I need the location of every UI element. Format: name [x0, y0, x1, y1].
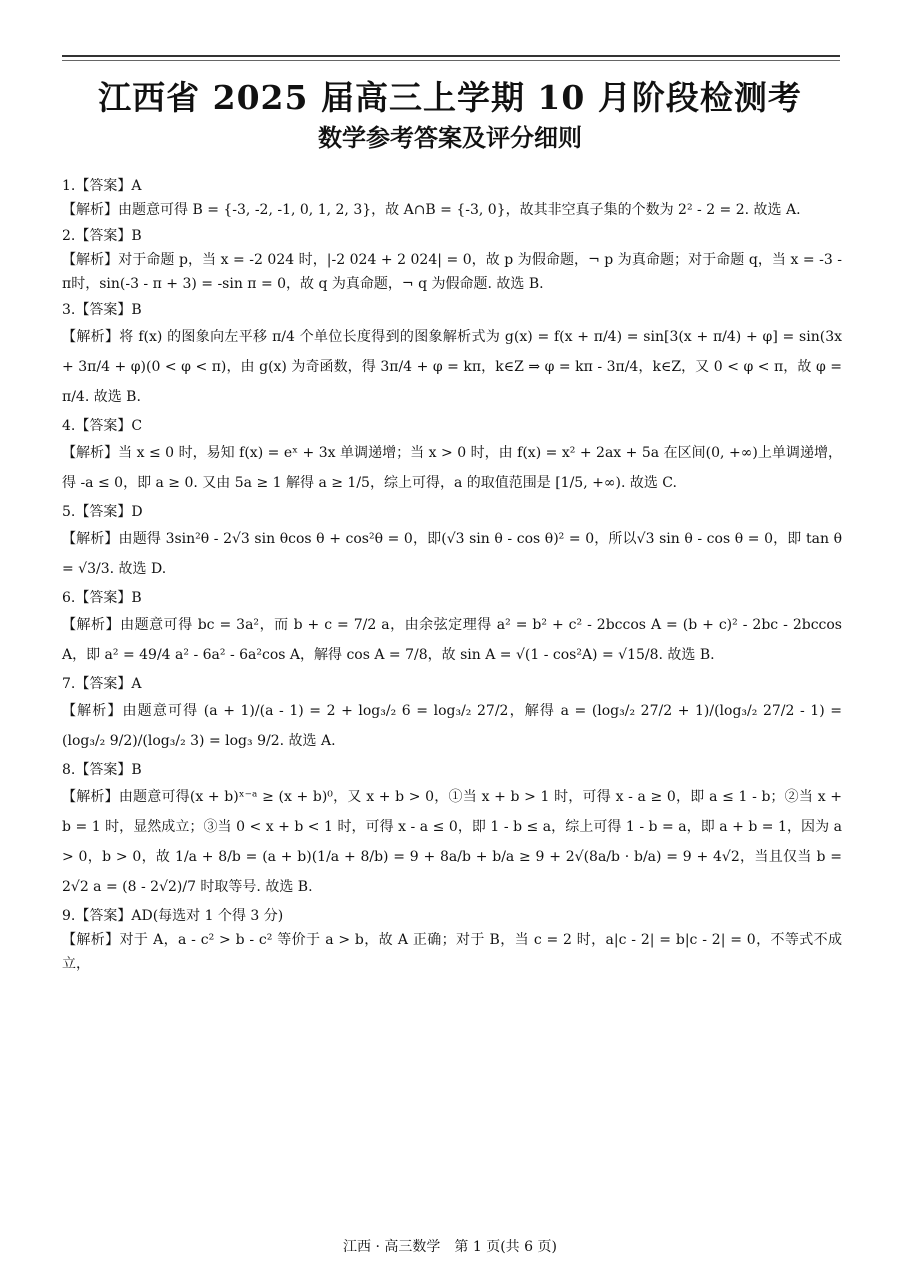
question-4 — [62, 414, 842, 498]
question-8 — [62, 758, 842, 902]
explanation-text: 【解析】对于命题 p，当 x = -2 024 时，|-2 024 + 2 024| = 0，故 p 为假命题，¬ p 为真命题；对于命题 q，当 x = -3 - π时，sin(-3 - π + 3) = -sin π = 0，故 q 为真命题，¬ q 为假命题. 故选 B. — [62, 252, 842, 292]
answer-list — [62, 174, 842, 978]
answer-line: 5.【答案】D — [62, 504, 143, 520]
explanation-text: 【解析】将 f(x) 的图象向左平移 π/4 个单位长度得到的图象解析式为 g(x) = f(x + π/4) = sin[3(x + π/4) + φ] = sin(3x + 3π/4 + φ)(0 < φ < π)，由 g(x) 为奇函数，得 3π/4 + φ = kπ，k∈Z ⇒ φ = kπ - 3π/4，k∈Z，又 0 < φ < π，故 φ = π/4. 故选 B. — [62, 329, 842, 405]
header-rule — [62, 55, 840, 57]
explanation-text: 【解析】由题意可得 bc = 3a²，而 b + c = 7/2 a，由余弦定理得 a² = b² + c² - 2bccos A = (b + c)² - 2bc - 2bccos A，即 a² = 49/4 a² - 6a² - 6a²cos A，解得 cos A = 7/8，故 sin A = √(1 - cos²A) = √15/8. 故选 B. — [62, 617, 842, 663]
page-footer: 江西 · 高三数学 第 1 页(共 6 页) — [343, 1239, 557, 1255]
answer-line: 6.【答案】B — [62, 590, 142, 606]
answer-line: 8.【答案】B — [62, 762, 142, 778]
question-6 — [62, 586, 842, 670]
answer-line: 4.【答案】C — [62, 418, 143, 434]
page-title: 江西省 2025 届高三上学期 10 月阶段检测考 — [98, 78, 802, 117]
header-rule-thin — [62, 60, 840, 61]
explanation-text: 【解析】对于 A，a - c² > b - c² 等价于 a > b，故 A 正确；对于 B，当 c = 2 时，a|c - 2| = b|c - 2| = 0，不等式不成立， — [62, 932, 842, 972]
explanation-text: 【解析】由题得 3sin²θ - 2√3 sin θcos θ + cos²θ = 0，即(√3 sin θ - cos θ)² = 0，所以√3 sin θ - cos θ = 0，即 tan θ = √3/3. 故选 D. — [62, 531, 842, 577]
question-3 — [62, 298, 842, 412]
question-9 — [62, 904, 842, 976]
question-1 — [62, 174, 842, 222]
question-2 — [62, 224, 842, 296]
explanation-text: 【解析】由题意可得 B = {-3, -2, -1, 0, 1, 2, 3}，故 A∩B = {-3, 0}，故其非空真子集的个数为 2² - 2 = 2. 故选 A. — [62, 202, 801, 218]
explanation-text: 【解析】由题意可得 (a + 1)/(a - 1) = 2 + log₃/₂ 6 = log₃/₂ 27/2，解得 a = (log₃/₂ 27/2 + 1)/(log₃/₂ 27/2 - 1) = (log₃/₂ 9/2)/(log₃/₂ 3) = log₃ 9/2. 故选 A. — [62, 703, 842, 749]
page-subtitle: 数学参考答案及评分细则 — [318, 124, 582, 152]
answer-line: 2.【答案】B — [62, 228, 142, 244]
answer-line: 1.【答案】A — [62, 178, 142, 194]
answer-line: 7.【答案】A — [62, 676, 142, 692]
answer-line: 9.【答案】AD(每选对 1 个得 3 分) — [62, 908, 284, 924]
question-7 — [62, 672, 842, 756]
answer-line: 3.【答案】B — [62, 302, 142, 318]
explanation-text: 【解析】由题意可得(x + b)ˣ⁻ᵃ ≥ (x + b)⁰，又 x + b > 0，①当 x + b > 1 时，可得 x - a ≥ 0，即 a ≤ 1 - b；②当 x + b = 1 时，显然成立；③当 0 < x + b < 1 时，可得 x - a ≤ 0，即 1 - b ≤ a，综上可得 1 - b = a，即 a + b = 1，因为 a > 0，b > 0，故 1/a + 8/b = (a + b)(1/a + 8/b) = 9 + 8a/b + b/a ≥ 9 + 2√(8a/b · b/a) = 9 + 4√2，当且仅当 b = 2√2 a = (8 - 2√2)/7 时取等号. 故选 B. — [62, 789, 842, 895]
question-5 — [62, 500, 842, 584]
explanation-text: 【解析】当 x ≤ 0 时，易知 f(x) = eˣ + 3x 单调递增；当 x > 0 时，由 f(x) = x² + 2ax + 5a 在区间(0, +∞)上单调递增，得 -a ≤ 0，即 a ≥ 0. 又由 5a ≥ 1 解得 a ≥ 1/5，综上可得，a 的取值范围是 [1/5, +∞). 故选 C. — [62, 445, 842, 491]
